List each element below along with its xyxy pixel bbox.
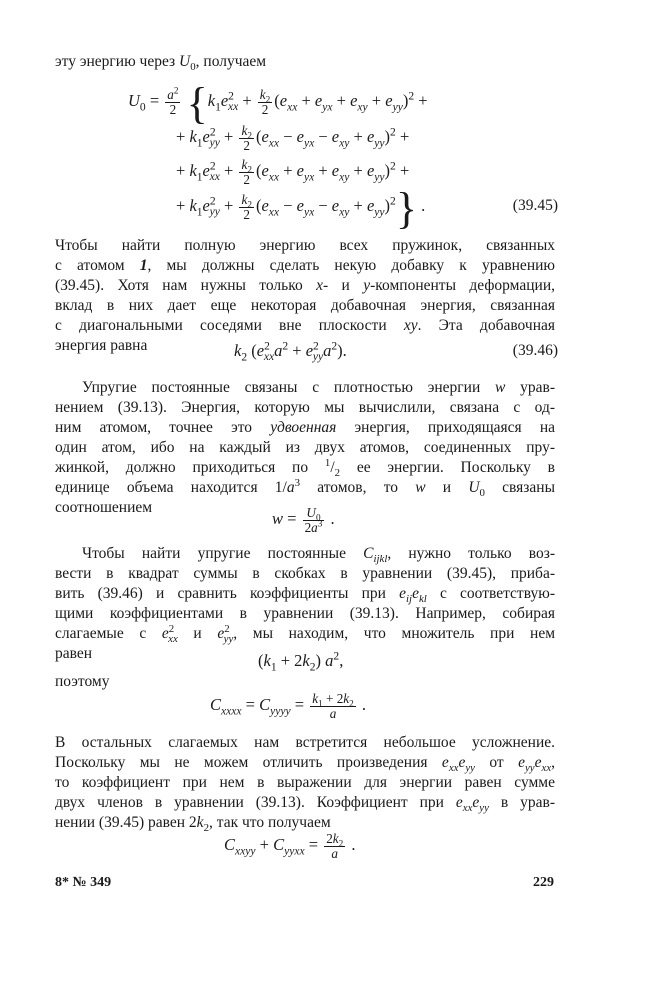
text-line-22: В остальных слагаемых нам встретится небольшое усложнение. — [55, 734, 555, 751]
text-line-10: ним атомом, точнее это удвоенная энергия, приходящаяся на — [55, 419, 555, 436]
text-line-24: то коэффициент при нем в выражении для энергии равен сумме — [55, 774, 555, 791]
equation-w: w = $\frac{U_0}{2a^3}$ . — [272, 505, 335, 535]
text-line-21: поэтому — [55, 673, 110, 690]
text-line-12: жинкой, должно приходиться по $^1/_2$ ее энергии. Поскольку в — [55, 456, 556, 480]
text-line-2: Чтобы найти полную энергию всех пружинок, связанных — [55, 237, 555, 254]
page-number: 229 — [533, 875, 554, 890]
equation-number-39-46: (39.46) — [512, 342, 558, 359]
text-line-13: единице объема находится $1/a^3$ атомов, то w и $U_0$ связаны — [55, 476, 556, 500]
text-line-19: слагаемые с $e^2_{xx}$ и $e^2_{yy}$, мы находим, что множитель при нем — [55, 622, 556, 646]
equation-39-45-line-3: + $k_1e^2_{xx}$ + $\frac{k_2}{2}$ $(e_{xx} + e_{yx} + e_{xy} + e_{yy})^2$ + — [176, 157, 410, 187]
equation-39-45-line-4: + $k_1e^2_{yy}$ + $\frac{k_2}{2}$ $(e_{xx} - e_{yx} - e_{xy} + e_{yy})^2$} . — [176, 184, 426, 234]
footer-signature: 8* № 349 — [55, 875, 112, 890]
text-line-7: энергия равна — [55, 337, 148, 354]
text-line-6: с диагональными соседями вне плоскости xy. Эта добавочная — [55, 317, 555, 334]
text-line-15: Чтобы найти упругие постоянные $C_{ijkl}$, нужно только воз- — [82, 545, 555, 566]
equation-39-45-line-1: $U_0$ = $\frac{a^2}{2}$ {$k_1e^2_{xx}$ + $\frac{k_2}{2}$ $(e_{xx} + e_{yx} + e_{xy} + e_{yy})^2$ + — [128, 79, 428, 129]
text-line-14: соотношением — [55, 499, 153, 516]
equation-multiplier: $(k_1 + 2k_2)$ $a^2$, — [258, 650, 344, 674]
text-line-4: (39.45). Хотя нам нужны только x- и y-компоненты деформации, — [55, 277, 555, 294]
text-line-20: равен — [55, 645, 93, 662]
equation-cxxxx: $C_{xxxx} = C_{yyyy}$ = $\frac{k_1 + 2k_2}{a}$ . — [210, 691, 367, 721]
text-line-26: нении (39.45) равен $2k_2$, так что получаем — [55, 814, 331, 835]
equation-39-45-line-2: + $k_1e^2_{yy}$ + $\frac{k_2}{2}$ $(e_{xx} - e_{yx} - e_{xy} + e_{yy})^2$ + — [176, 123, 410, 153]
text-line-11: один атом, ибо на каждый из двух атомов, соединенных пру- — [55, 439, 555, 456]
text-line-9: нением (39.13). Энергия, которую мы вычислили, связана с од- — [55, 399, 555, 416]
text-line-23: Поскольку мы не можем отличить произведения $e_{xx}e_{yy}$ от $e_{yy}e_{xx}$, — [55, 754, 556, 775]
text-line-3: с атомом 1, мы должны сделать некую добавку к уравнению — [55, 257, 555, 274]
text-line-5: вклад в них дает еще некоторая добавочная энергия, связанная — [55, 297, 555, 314]
text-line-1: эту энергию через $U_0$, получаем — [55, 53, 267, 74]
text-line-25: двух членов в уравнении (39.13). Коэффициент при $e_{xx}e_{yy}$ в урав- — [55, 794, 555, 815]
equation-number-39-45: (39.45) — [512, 197, 558, 214]
text-line-16: вести в квадрат суммы в скобках в уравнении (39.45), приба- — [55, 565, 555, 582]
text-line-8: Упругие постоянные связаны с плотностью энергии w урав- — [82, 379, 555, 396]
equation-cxxyy: $C_{xxyy} + C_{yyxx}$ = $\frac{2k_2}{a}$ . — [224, 831, 356, 861]
text-line-18: щими коэффициентами в уравнении (39.13). Например, собирая — [55, 605, 555, 622]
text-line-17: вить (39.46) и сравнить коэффициенты при $e_{ij}e_{kl}$ с соответствую- — [55, 585, 555, 606]
equation-39-46: $k_2$ $(e^2_{xx}a^2 + e^2_{yy}a^2)$. — [234, 340, 347, 364]
